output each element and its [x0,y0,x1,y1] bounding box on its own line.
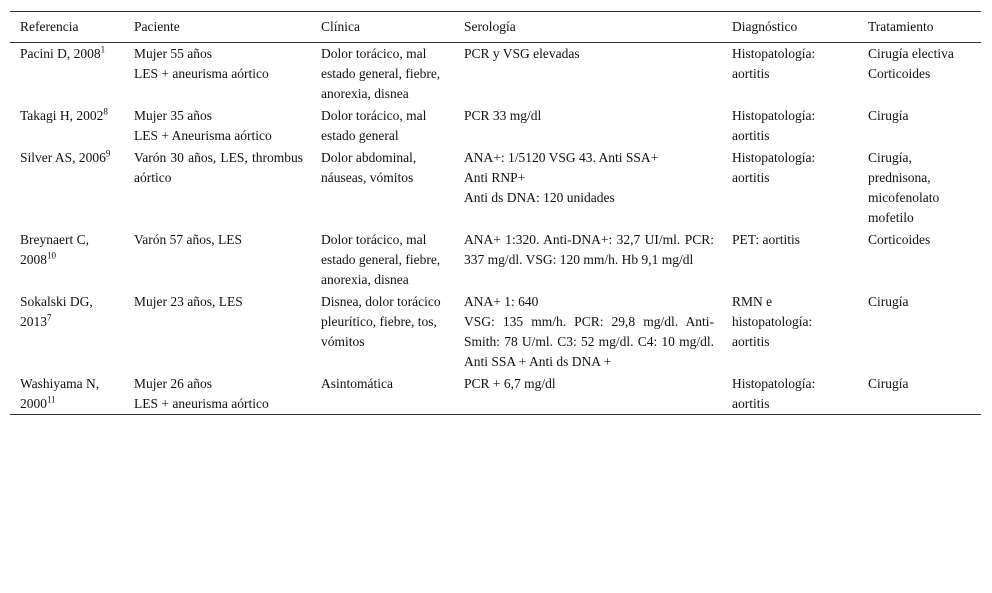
reference-citation: 1 [100,44,106,55]
cell-paciente [124,373,311,415]
table-row [10,147,981,229]
cell-tratamiento [858,147,981,229]
cell-diagnostico [722,229,858,291]
table-row [10,291,981,373]
cell-clinica [311,43,454,106]
reference-citation: 7 [47,312,52,323]
reference-citation: 9 [105,148,111,159]
cell-paciente [124,105,311,147]
cell-serologia [454,291,722,373]
cell-clinica [311,373,454,415]
serologia-line: VSG: 135 mm/h. PCR: 29,8 mg/dl. Anti-Smith: 78 U/ml. C3: 52 mg/dl. C4: 10 mg/dl. Anti SSA + Anti ds DNA + [464,314,714,369]
table-body [10,43,981,415]
paciente-line: LES + Aneurisma aórtico [134,128,272,143]
cell-serologia [454,43,722,106]
cell-tratamiento [858,229,981,291]
serologia-line: Anti RNP+ [464,170,526,185]
cell-diagnostico [722,105,858,147]
cell-referencia [10,229,124,291]
clinica-line: Dolor torácico, mal estado general, fiebre, anorexia, disnea [321,232,441,287]
paciente-line: Varón 57 años, LES [134,232,242,247]
cell-clinica [311,229,454,291]
tratamiento-line: Cirugía, prednisona, micofenolato mofetilo [868,150,940,225]
diagnostico-line: Histopatología: aortitis [732,150,816,185]
tratamiento-line: Cirugía [868,108,909,123]
cell-referencia [10,291,124,373]
header-diagnostico: Diagnóstico [722,12,858,43]
tratamiento-line: Cirugía [868,294,909,309]
cell-diagnostico [722,373,858,415]
table-row [10,105,981,147]
cell-tratamiento [858,291,981,373]
tratamiento-line: Corticoides [868,66,931,81]
serologia-line: PCR + 6,7 mg/dl [464,376,556,391]
reference-text: Breynaert C, 2008 [20,232,89,267]
cell-paciente [124,229,311,291]
header-clinica: Clínica [311,12,454,43]
paciente-line: LES + aneurisma aórtico [134,396,269,411]
cell-clinica [311,291,454,373]
clinica-line: Dolor torácico, mal estado general, fiebre, anorexia, disnea [321,46,441,101]
header-tratamiento: Tratamiento [858,12,981,43]
cell-referencia [10,373,124,415]
clinica-line: Disnea, dolor torácico pleurítico, fiebre, tos, vómitos [321,294,441,349]
tratamiento-line: Cirugía [868,376,909,391]
cell-clinica [311,147,454,229]
header-referencia: Referencia [10,12,124,43]
serologia-line: PCR 33 mg/dl [464,108,542,123]
cell-paciente [124,291,311,373]
diagnostico-line: RMN e histopatología: aortitis [732,294,813,349]
diagnostico-line: Histopatología: aortitis [732,46,816,81]
header-paciente: Paciente [124,12,311,43]
cell-clinica [311,105,454,147]
cell-diagnostico [722,291,858,373]
serologia-line: ANA+ 1:320. Anti-DNA+: 32,7 UI/ml. PCR: 337 mg/dl. VSG: 120 mm/h. Hb 9,1 mg/dl [464,232,714,267]
table-row [10,43,981,106]
cell-tratamiento [858,373,981,415]
clinica-line: Dolor abdominal, náuseas, vómitos [321,150,417,185]
clinica-line: Dolor torácico, mal estado general [321,108,427,143]
cell-serologia [454,373,722,415]
cell-serologia [454,229,722,291]
reference-citation: 8 [103,106,108,117]
cell-serologia [454,105,722,147]
reference-text: Sokalski DG, 2013 [20,294,93,329]
cell-serologia [454,147,722,229]
case-reports-table [10,11,981,415]
cell-referencia [10,105,124,147]
paciente-line: Varón 30 años, LES, thrombus aórtico [134,150,303,185]
cell-tratamiento [858,105,981,147]
header-serologia: Serología [454,12,722,43]
paciente-line: LES + aneurisma aórtico [134,66,269,81]
serologia-line: ANA+ 1: 640 [464,294,539,309]
paciente-line: Mujer 55 años [134,46,212,61]
reference-text: Takagi H, 2002 [20,108,104,123]
diagnostico-line: Histopatología: aortitis [732,376,816,411]
tratamiento-line: Corticoides [868,232,931,247]
table-row [10,229,981,291]
cell-referencia [10,147,124,229]
cell-paciente [124,147,311,229]
reference-text: Pacini D, 2008 [20,46,101,61]
reference-text: Silver AS, 2006 [20,150,106,165]
paciente-line: Mujer 23 años, LES [134,294,243,309]
paciente-line: Mujer 26 años [134,376,212,391]
cell-diagnostico [722,43,858,106]
serologia-line: ANA+: 1/5120 VSG 43. Anti SSA+ [464,150,659,165]
reference-citation: 10 [47,250,56,261]
paciente-line: Mujer 35 años [134,108,212,123]
cell-tratamiento [858,43,981,106]
table-row [10,373,981,415]
reference-text: Washiyama N, 2000 [20,376,100,411]
table-header-row [10,12,981,43]
reference-citation: 11 [47,394,56,405]
serologia-line: Anti ds DNA: 120 unidades [464,190,615,205]
serologia-line: PCR y VSG elevadas [464,46,580,61]
cell-diagnostico [722,147,858,229]
clinica-line: Asintomática [321,376,393,391]
cell-paciente [124,43,311,106]
tratamiento-line: Cirugía electiva [868,46,954,61]
cell-referencia [10,43,124,106]
diagnostico-line: PET: aortitis [732,232,800,247]
diagnostico-line: Histopatología: aortitis [732,108,816,143]
